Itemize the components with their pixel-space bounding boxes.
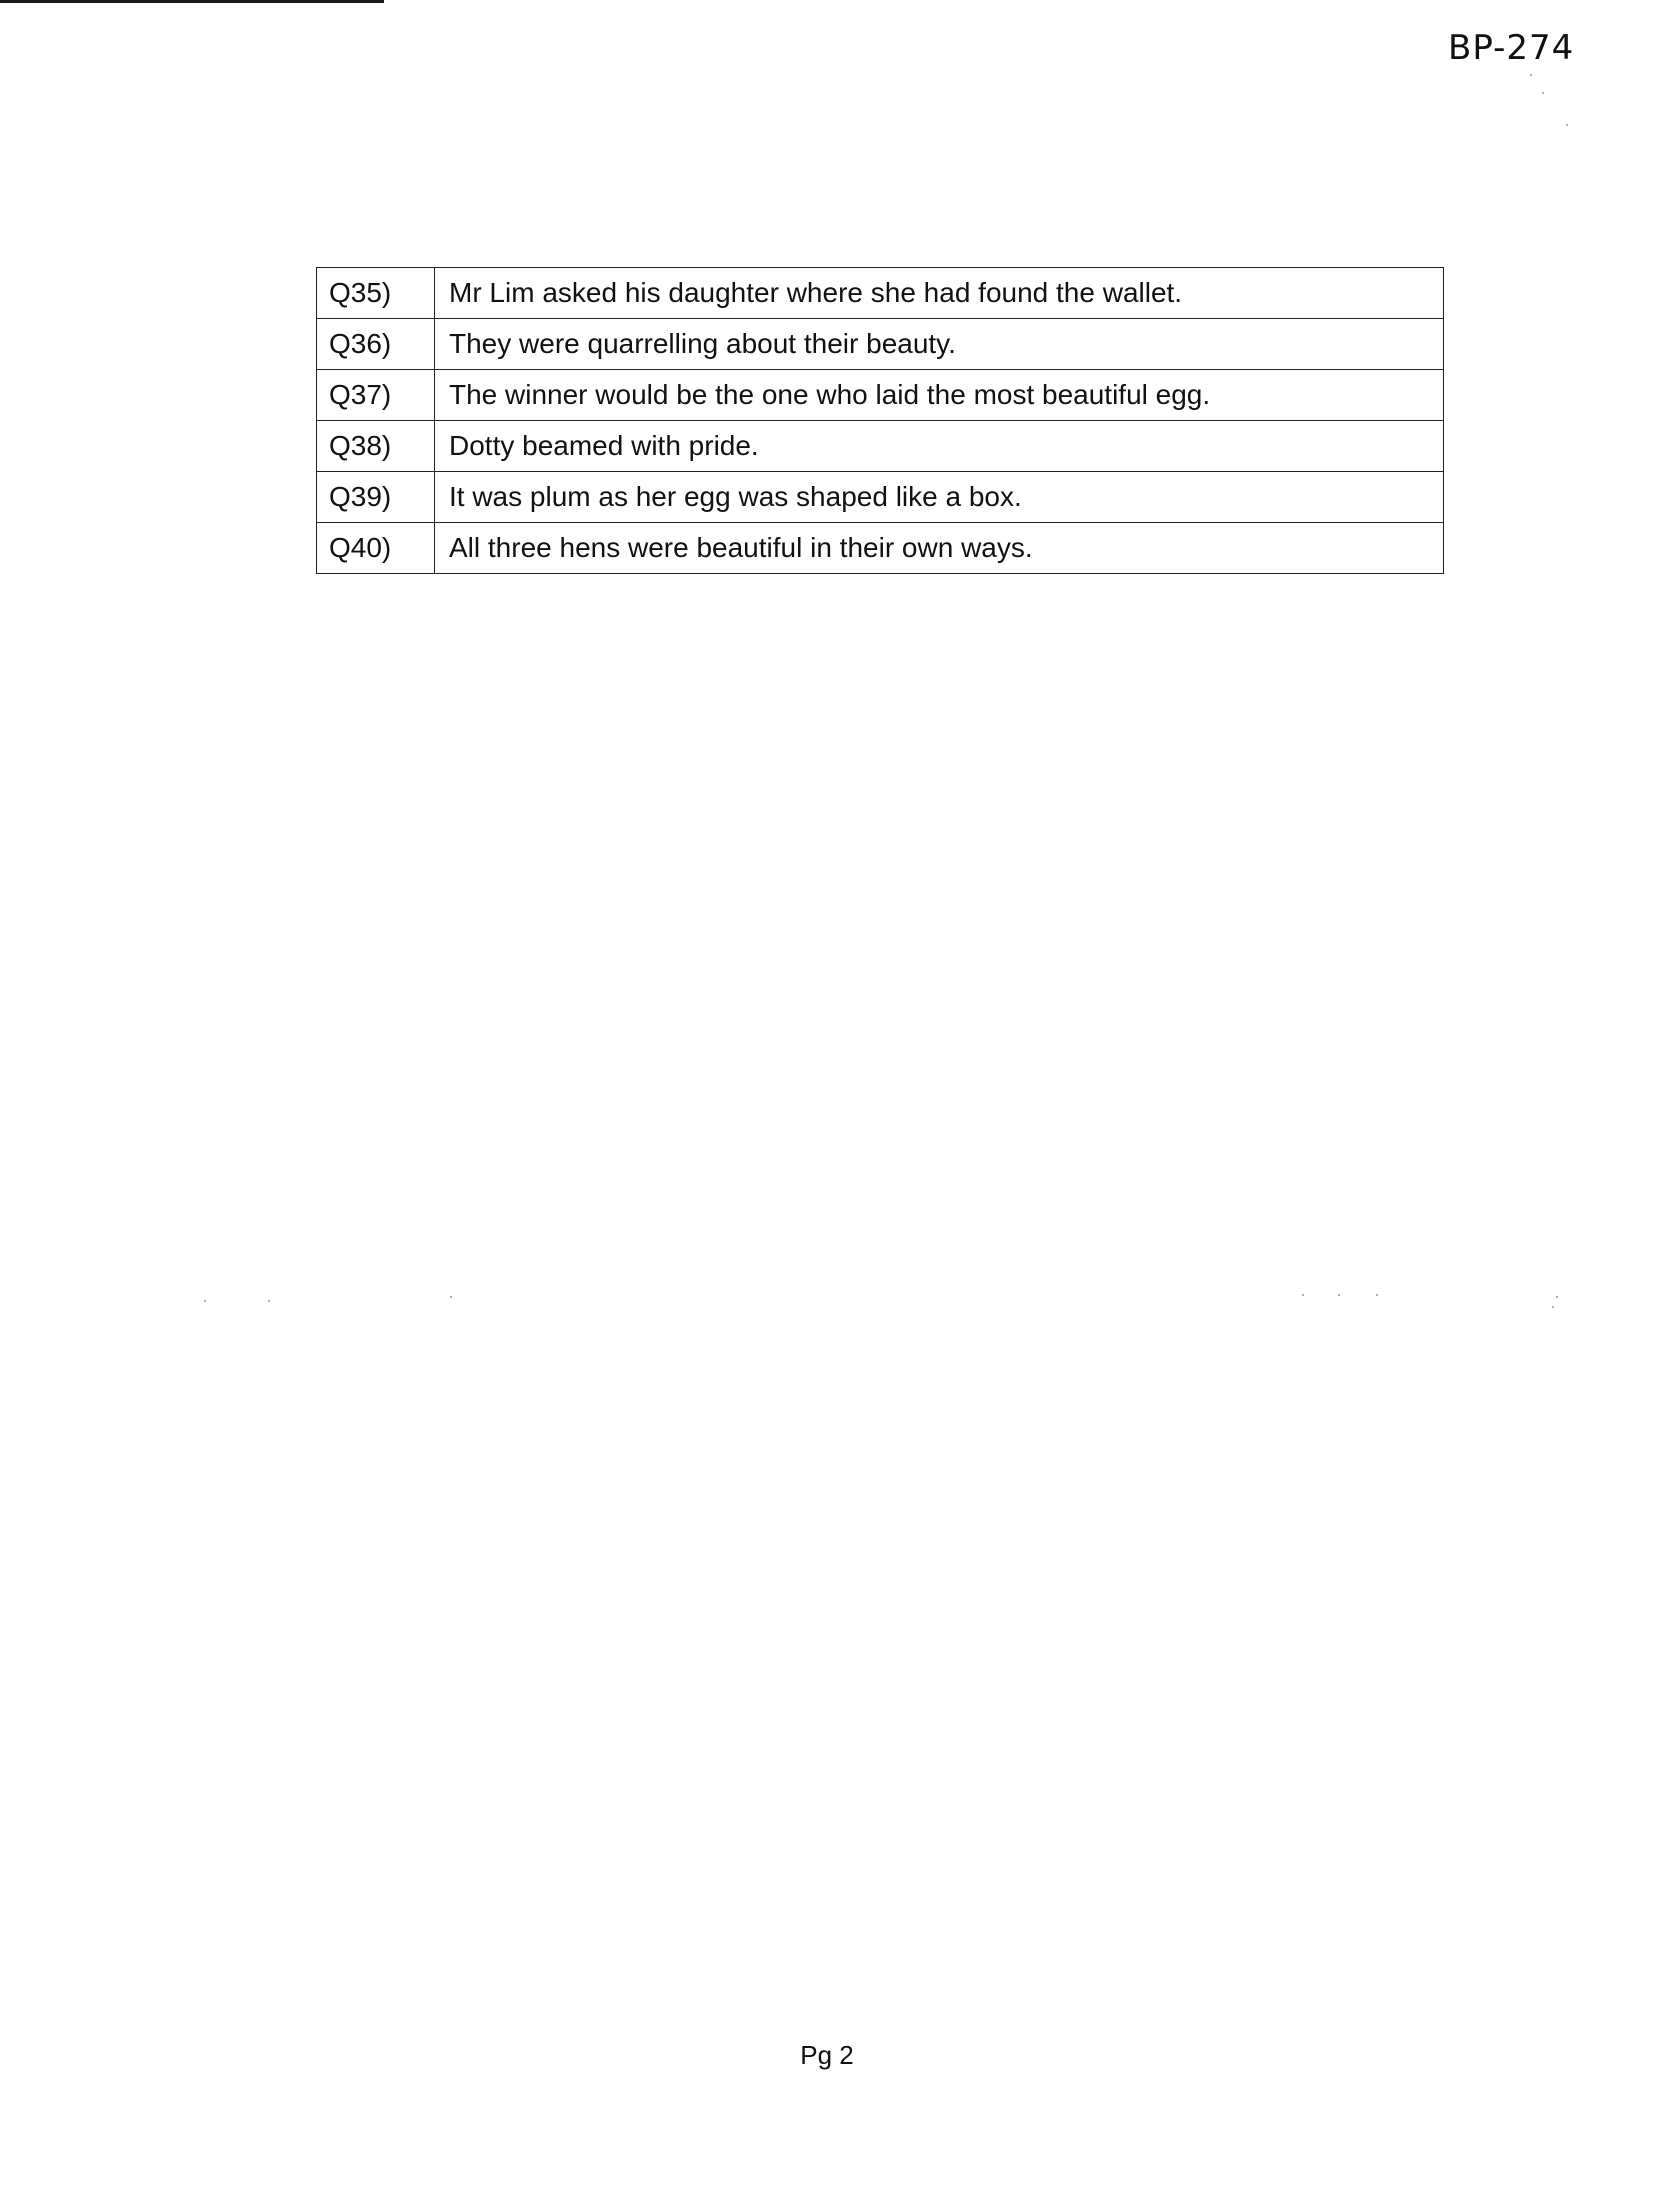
table-row <box>317 268 1444 319</box>
answer-text: Dotty beamed with pride. <box>435 421 1444 472</box>
scan-speck <box>1338 1294 1340 1296</box>
scan-speck <box>1556 1296 1558 1298</box>
question-number: Q37) <box>317 370 435 421</box>
question-number: Q38) <box>317 421 435 472</box>
scan-speck <box>1552 1306 1554 1308</box>
answer-table <box>316 267 1444 574</box>
answer-text: They were quarrelling about their beauty. <box>435 319 1444 370</box>
table-row <box>317 370 1444 421</box>
page-number: Pg 2 <box>800 2040 854 2070</box>
answer-text: Mr Lim asked his daughter where she had found the wallet. <box>435 268 1444 319</box>
scan-speck <box>1530 74 1532 76</box>
top-rule <box>0 0 384 3</box>
table-row <box>317 472 1444 523</box>
scan-speck <box>450 1296 452 1298</box>
table-row <box>317 523 1444 574</box>
table-row <box>317 421 1444 472</box>
question-number: Q35) <box>317 268 435 319</box>
question-number: Q36) <box>317 319 435 370</box>
scan-speck <box>1542 92 1544 94</box>
scan-speck <box>1302 1294 1304 1296</box>
scan-speck <box>204 1300 206 1302</box>
question-number: Q40) <box>317 523 435 574</box>
scan-speck <box>268 1300 270 1302</box>
scan-speck <box>1566 124 1568 126</box>
answer-text: The winner would be the one who laid the most beautiful egg. <box>435 370 1444 421</box>
answer-text: It was plum as her egg was shaped like a box. <box>435 472 1444 523</box>
question-number: Q39) <box>317 472 435 523</box>
answer-text: All three hens were beautiful in their own ways. <box>435 523 1444 574</box>
document-code: BP-274 <box>1448 28 1575 68</box>
scan-speck <box>1376 1294 1378 1296</box>
table-row <box>317 319 1444 370</box>
